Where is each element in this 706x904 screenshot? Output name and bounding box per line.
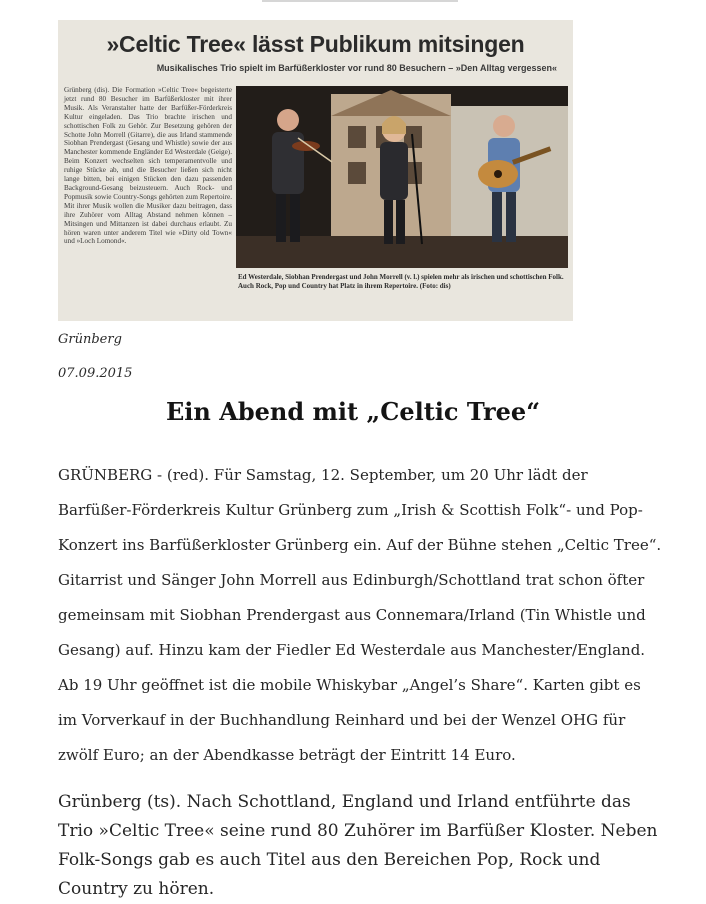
article-place: Grünberg xyxy=(58,332,122,347)
clipping-caption xyxy=(238,273,568,290)
clipping-subheadline: Musikalisches Trio spielt im Barfüßerkloster vor rund 80 Besuchern – »Den Alltag vergessen« xyxy=(156,63,557,73)
photo-credit: (Foto: dis) xyxy=(419,281,451,290)
newspaper-clipping-image xyxy=(58,20,573,321)
article-date: 07.09.2015 xyxy=(58,366,133,381)
band-photo xyxy=(236,86,568,268)
clipping-body-text: Grünberg (dis). Die Formation »Celtic Tree« begeisterte jetzt rund 80 Besucher im Barfüßerkloster mit ihrer Musik. Als Veranstalter hatte der Barfüßer-Förderkreis Kultur eingeladen. Das Trio brachte irischen und schottischen Folk zu Gehör. Zur Besetzung gehören der Schotte John Morrell (Gitarre), die aus Irland stammende Siobhan Prendergast (Gesang und Whistle) sowie der aus Manchester kommende Engländer Ed Westerdale (Geige). Beim Konzert wechselten sich temperamentvolle und ruhige Stücke ab, und die Besucher ließen sich nicht lange bitten, bei einigen Stücken den dazu passenden Background-Gesang beizusteuern. Auch Rock- und Popmusik sowie Country-Songs gehörten zum Repertoire. Mit ihrer Musik wollen die Musiker dazu beitragen, dass ihre Zuhörer vom Alltag Abstand nehmen können – Mitsingen und Mittanzen ist dabei durchaus erlaubt. Zu hören waren unter anderem Titel wie »Dirty old Town« und »Loch Lomond«. xyxy=(64,86,232,246)
article-summary: Grünberg (ts). Nach Schottland, England und Irland entführte das Trio »Celtic Tree« seine rund 80 Zuhörer im Barfüßer Kloster. Neben Folk-Songs gab es auch Titel aus den Bereichen Pop, Rock und Country zu hören. xyxy=(58,792,658,899)
article-title: Ein Abend mit „Celtic Tree“ xyxy=(166,397,540,426)
top-divider xyxy=(262,0,458,2)
caption-text: Ed Westerdale, Siobhan Prendergast und John Morrell (v. l.) spielen mehr als irischen und schottischen Folk. Auch Rock, Pop und Country hat Platz in ihrem Repertoire. xyxy=(238,273,564,290)
article-body: GRÜNBERG - (red). Für Samstag, 12. September, um 20 Uhr lädt der Barfüßer-Förderkreis Kultur Grünberg zum „Irish & Scottish Folk“- und Pop-Konzert ins Barfüßerkloster Grünberg ein. Auf der Bühne stehen „Celtic Tree“. Gitarrist und Sänger John Morrell aus Edinburgh/Schottland trat schon öfter gemeinsam mit Siobhan Prendergast aus Connemara/Irland (Tin Whistle und Gesang) auf. Hinzu kam der Fiedler Ed Westerdale aus Manchester/England. Ab 19 Uhr geöffnet ist die mobile Whiskybar „Angel’s Share“. Karten gibt es im Vorverkauf in der Buchhandlung Reinhard und bei der Wenzel OHG für zwölf Euro; an der Abendkasse beträgt der Eintritt 14 Euro. xyxy=(58,466,662,764)
clipping-headline: »Celtic Tree« lässt Publikum mitsingen xyxy=(106,31,525,57)
band-photo-illustration xyxy=(236,86,568,268)
